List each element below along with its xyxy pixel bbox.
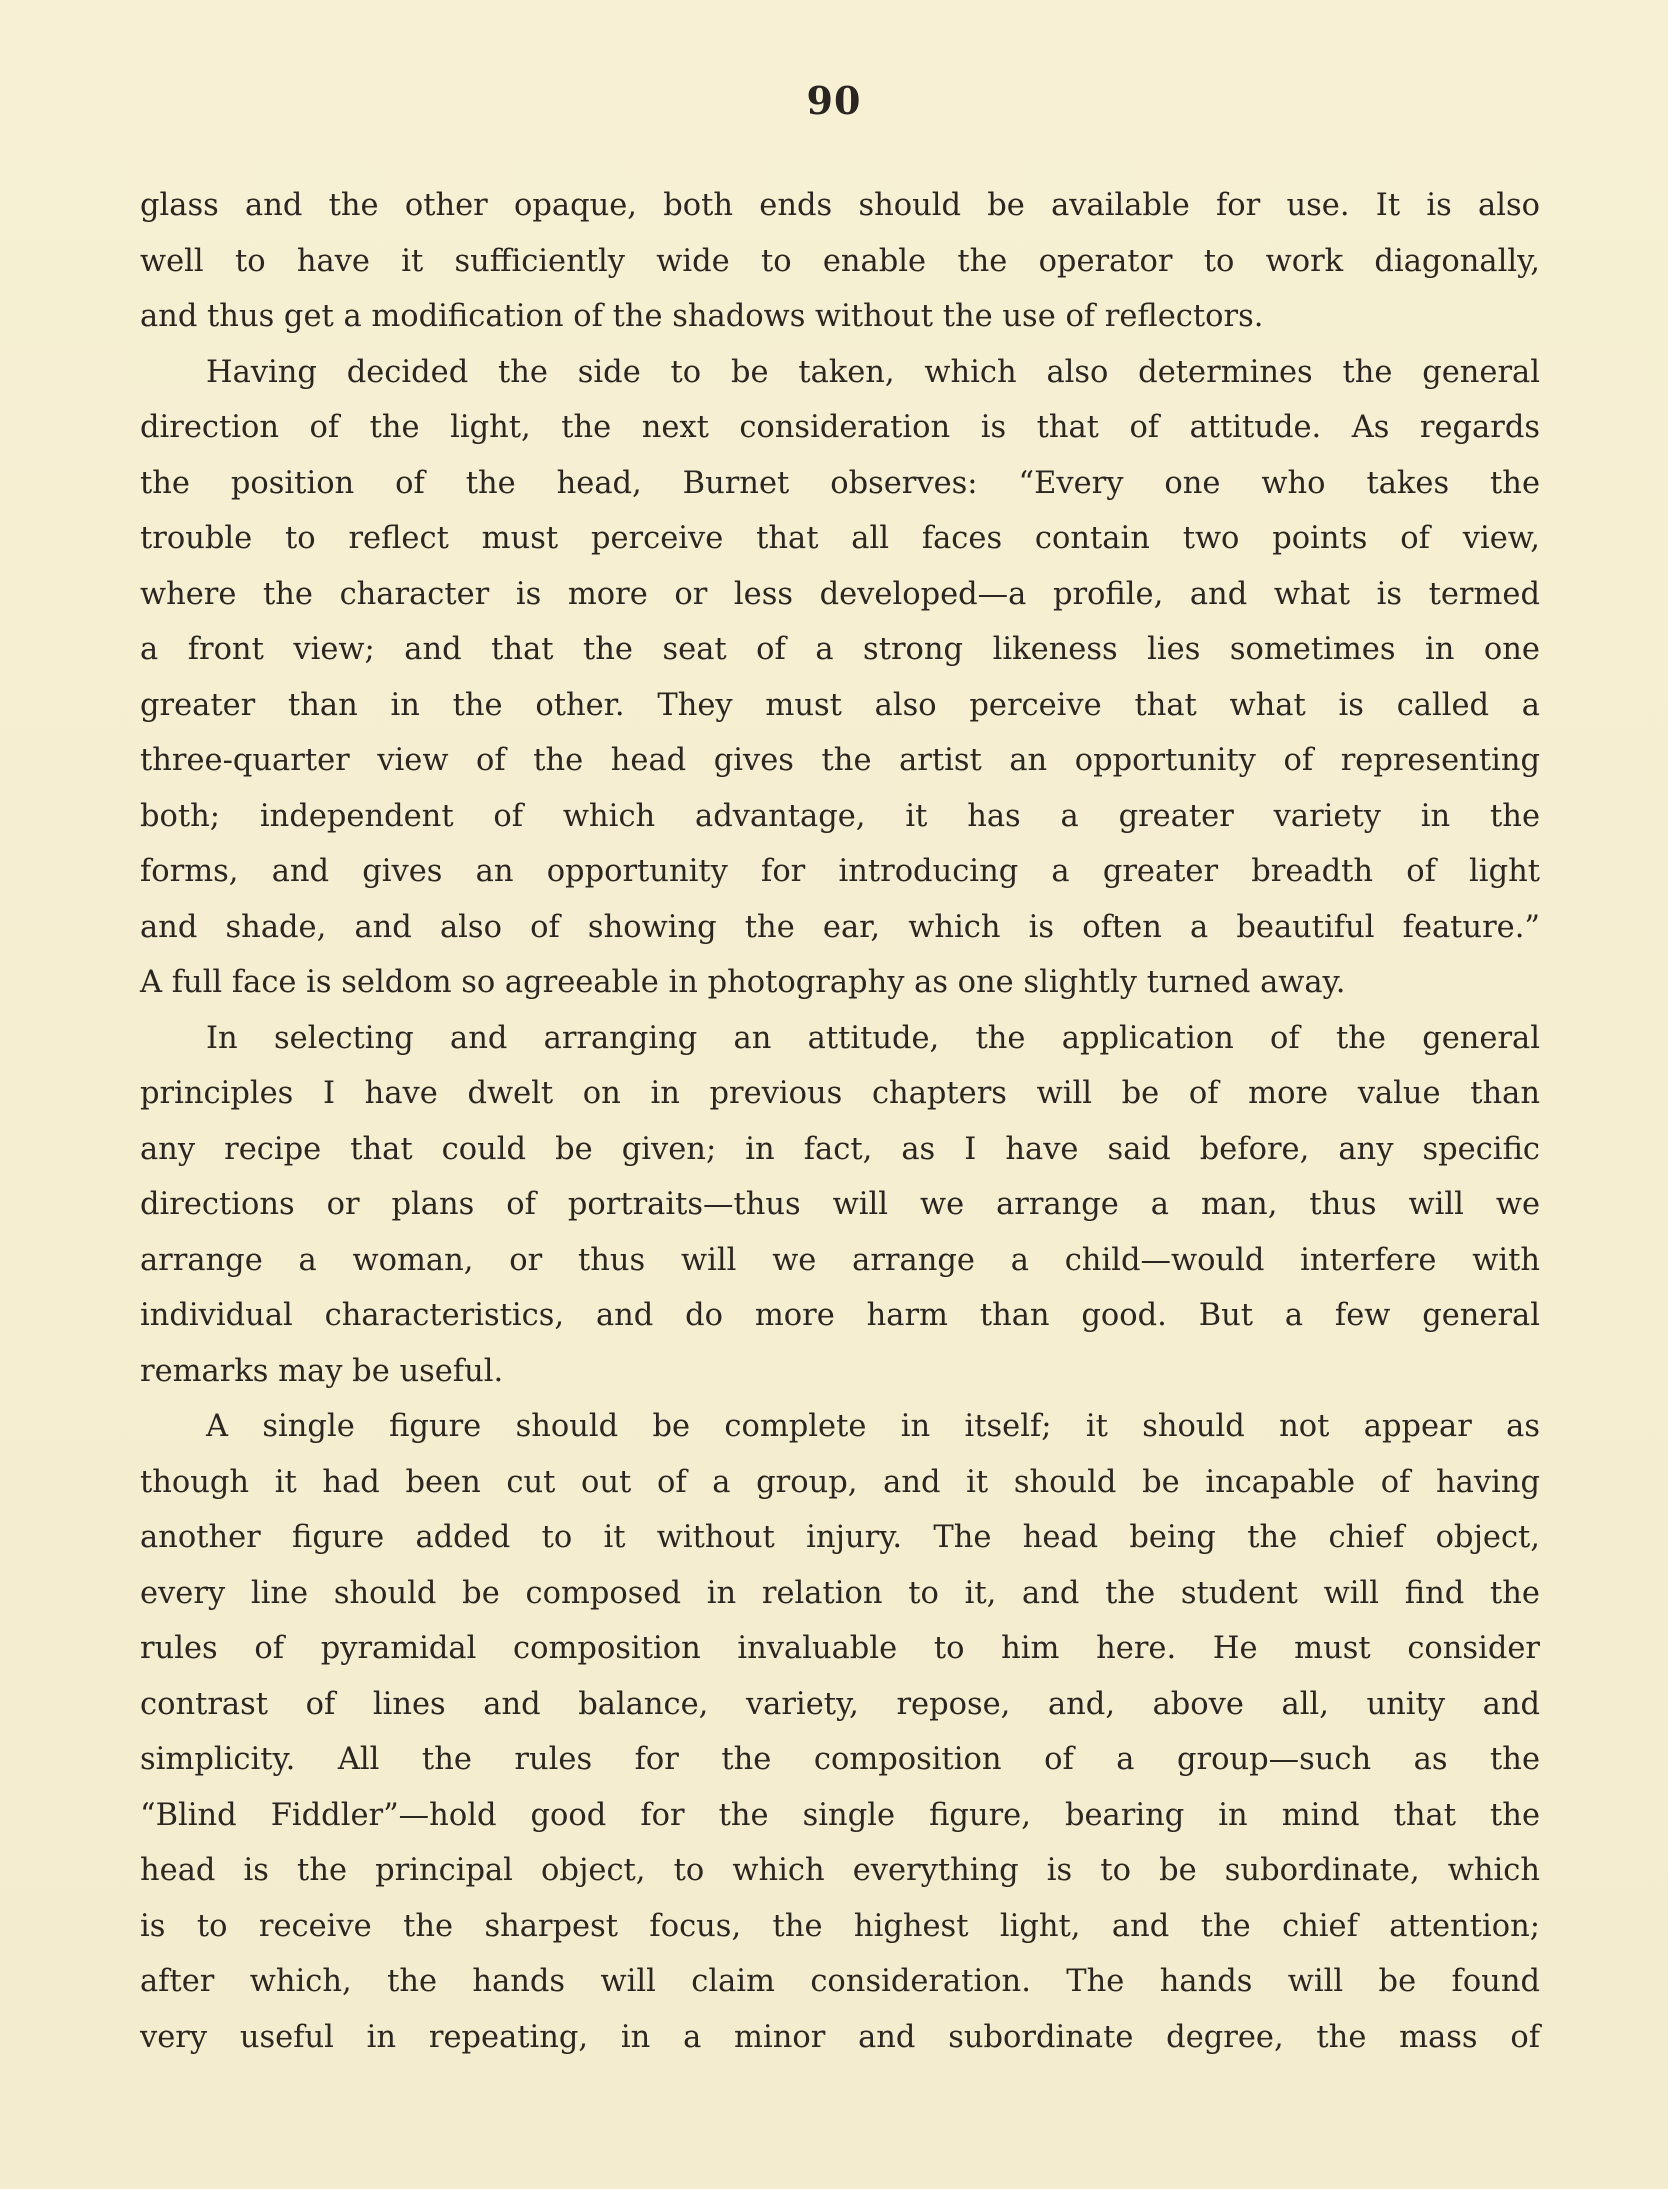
- body-text: [140, 178, 1540, 2065]
- text-line: trouble to reflect must perceive that all faces contain two points of view,: [140, 521, 1540, 556]
- text-line: forms, and gives an opportunity for introducing a greater breadth of light: [140, 854, 1540, 889]
- text-line: three-quarter view of the head gives the artist an opportunity of representing: [140, 743, 1540, 778]
- text-line: a front view; and that the seat of a strong likeness lies sometimes in one: [140, 632, 1540, 667]
- text-line: A full face is seldom so agreeable in photography as one slightly turned away.: [140, 965, 1346, 1000]
- text-line: A single figure should be complete in itself; it should not appear as: [206, 1409, 1540, 1444]
- text-line: though it had been cut out of a group, and it should be incapable of having: [140, 1464, 1540, 1500]
- text-line: simplicity. All the rules for the composition of a group—such as the: [140, 1742, 1540, 1777]
- text-line: rules of pyramidal composition invaluable to him here. He must consider: [140, 1631, 1540, 1666]
- text-line: direction of the light, the next consideration is that of attitude. As regards: [140, 410, 1540, 445]
- text-line: where the character is more or less developed—a profile, and what is termed: [140, 576, 1540, 612]
- text-line: after which, the hands will claim consideration. The hands will be found: [140, 1964, 1540, 1999]
- text-line: every line should be composed in relation to it, and the student will find the: [140, 1575, 1540, 1611]
- text-line: glass and the other opaque, both ends should be available for use. It is also: [140, 188, 1540, 223]
- text-line: individual characteristics, and do more harm than good. But a few general: [140, 1298, 1540, 1333]
- text-line: Having decided the side to be taken, which also determines the general: [206, 354, 1540, 390]
- text-line: is to receive the sharpest focus, the highest light, and the chief attention;: [140, 1908, 1540, 1944]
- text-line: very useful in repeating, in a minor and subordinate degree, the mass of: [140, 2019, 1540, 2055]
- text-line: contrast of lines and balance, variety, repose, and, above all, unity and: [140, 1686, 1540, 1722]
- text-line: well to have it sufficiently wide to enable the operator to work diagonally,: [140, 243, 1540, 279]
- text-line: greater than in the other. They must also perceive that what is called a: [140, 687, 1540, 723]
- text-line: the position of the head, Burnet observes: “Every one who takes the: [140, 465, 1540, 501]
- text-line: and shade, and also of showing the ear, which is often a beautiful feature.”: [140, 909, 1540, 945]
- text-line: another figure added to it without injury. The head being the chief object,: [140, 1520, 1540, 1555]
- text-line: head is the principal object, to which everything is to be subordinate, which: [140, 1853, 1540, 1888]
- page-number: 90: [806, 78, 862, 123]
- text-line: remarks may be useful.: [140, 1353, 504, 1389]
- text-line: any recipe that could be given; in fact, as I have said before, any specific: [140, 1131, 1540, 1167]
- text-line: In selecting and arranging an attitude, the application of the general: [206, 1020, 1540, 1056]
- text-line: principles I have dwelt on in previous chapters will be of more value than: [140, 1076, 1540, 1111]
- text-line: arrange a woman, or thus will we arrange a child—would interfere with: [140, 1242, 1540, 1278]
- text-line: directions or plans of portraits—thus will we arrange a man, thus will we: [140, 1187, 1540, 1222]
- text-line: and thus get a modification of the shadows without the use of reflectors.: [140, 299, 1264, 334]
- text-line: “Blind Fiddler”—hold good for the single figure, bearing in mind that the: [140, 1797, 1540, 1833]
- text-line: both; independent of which advantage, it has a greater variety in the: [140, 798, 1540, 834]
